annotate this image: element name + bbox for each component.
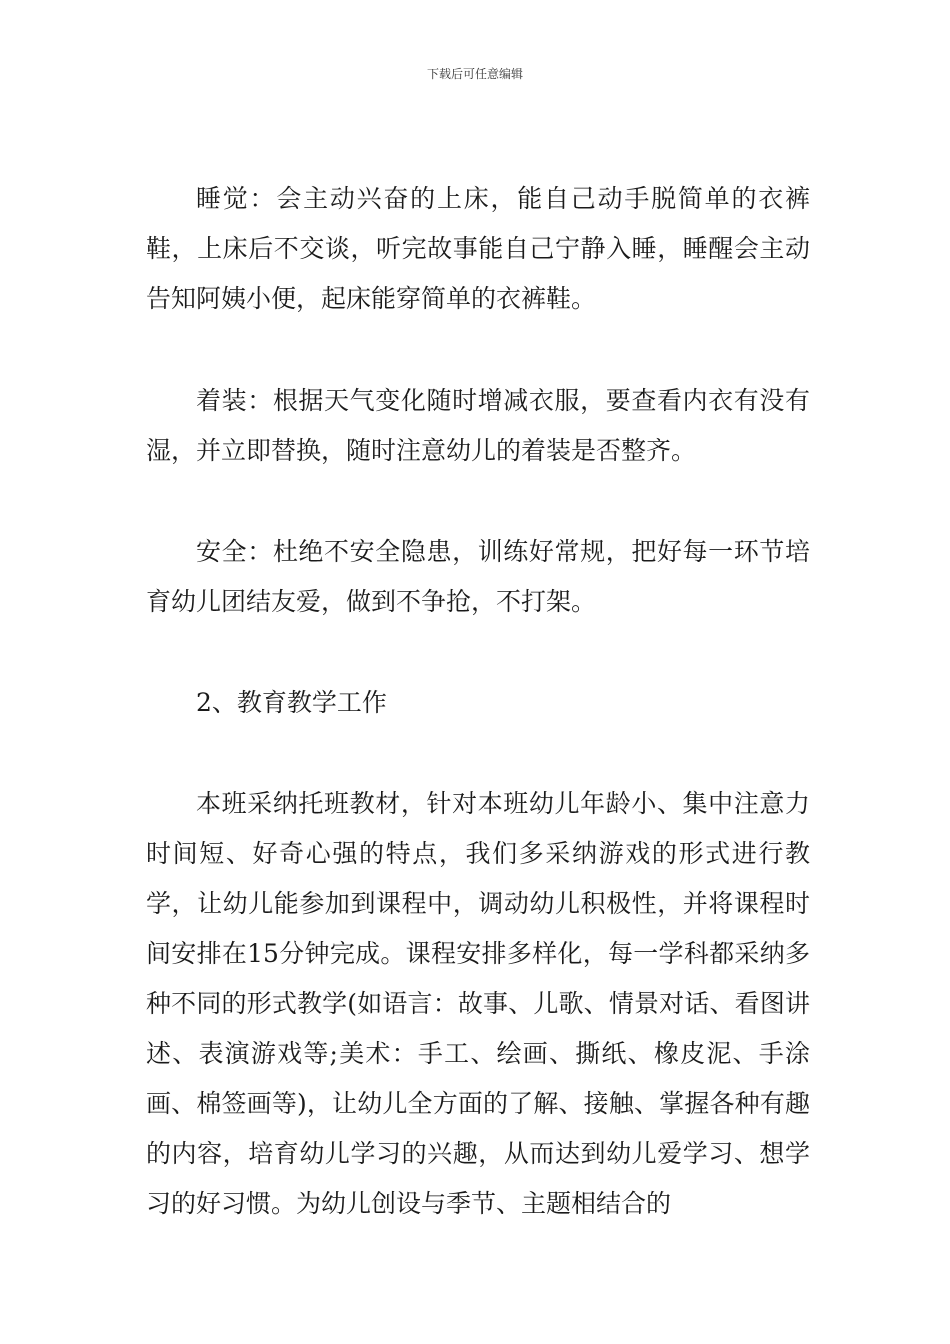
document-body [146,174,810,1229]
paragraph-safety: 安全：杜绝不安全隐患，训练好常规，把好每一环节培育幼儿团结友爱，做到不争抢，不打架。 [146,537,810,616]
paragraph-dressing: 着装：根据天气变化随时增减衣服，要查看内衣有没有湿，并立即替换，随时注意幼儿的着装是否整齐。 [146,386,810,465]
paragraph-teaching: 本班采纳托班教材，针对本班幼儿年龄小、集中注意力时间短、好奇心强的特点，我们多采纳游戏的形式进行教学，让幼儿能参加到课程中，调动幼儿积极性，并将课程时间安排在15分钟完成。课程安排多样化，每一学科都采纳多种不同的形式教学(如语言：故事、儿歌、情景对话、看图讲述、表演游戏等;美术：手工、绘画、撕纸、橡皮泥、手涂画、棉签画等)，让幼儿全方面的了解、接触、掌握各种有趣的内容，培育幼儿学习的兴趣，从而达到幼儿爱学习、想学习的好习惯。为幼儿创设与季节、主题相结合的 [146,789,810,1218]
paragraph-sleep: 睡觉：会主动兴奋的上床，能自己动手脱简单的衣裤鞋，上床后不交谈，听完故事能自己宁静入睡，睡醒会主动告知阿姨小便，起床能穿简单的衣裤鞋。 [146,184,810,313]
section-heading-teaching: 2、教育教学工作 [196,688,387,717]
page-header-note: 下载后可任意编辑 [426,67,523,81]
